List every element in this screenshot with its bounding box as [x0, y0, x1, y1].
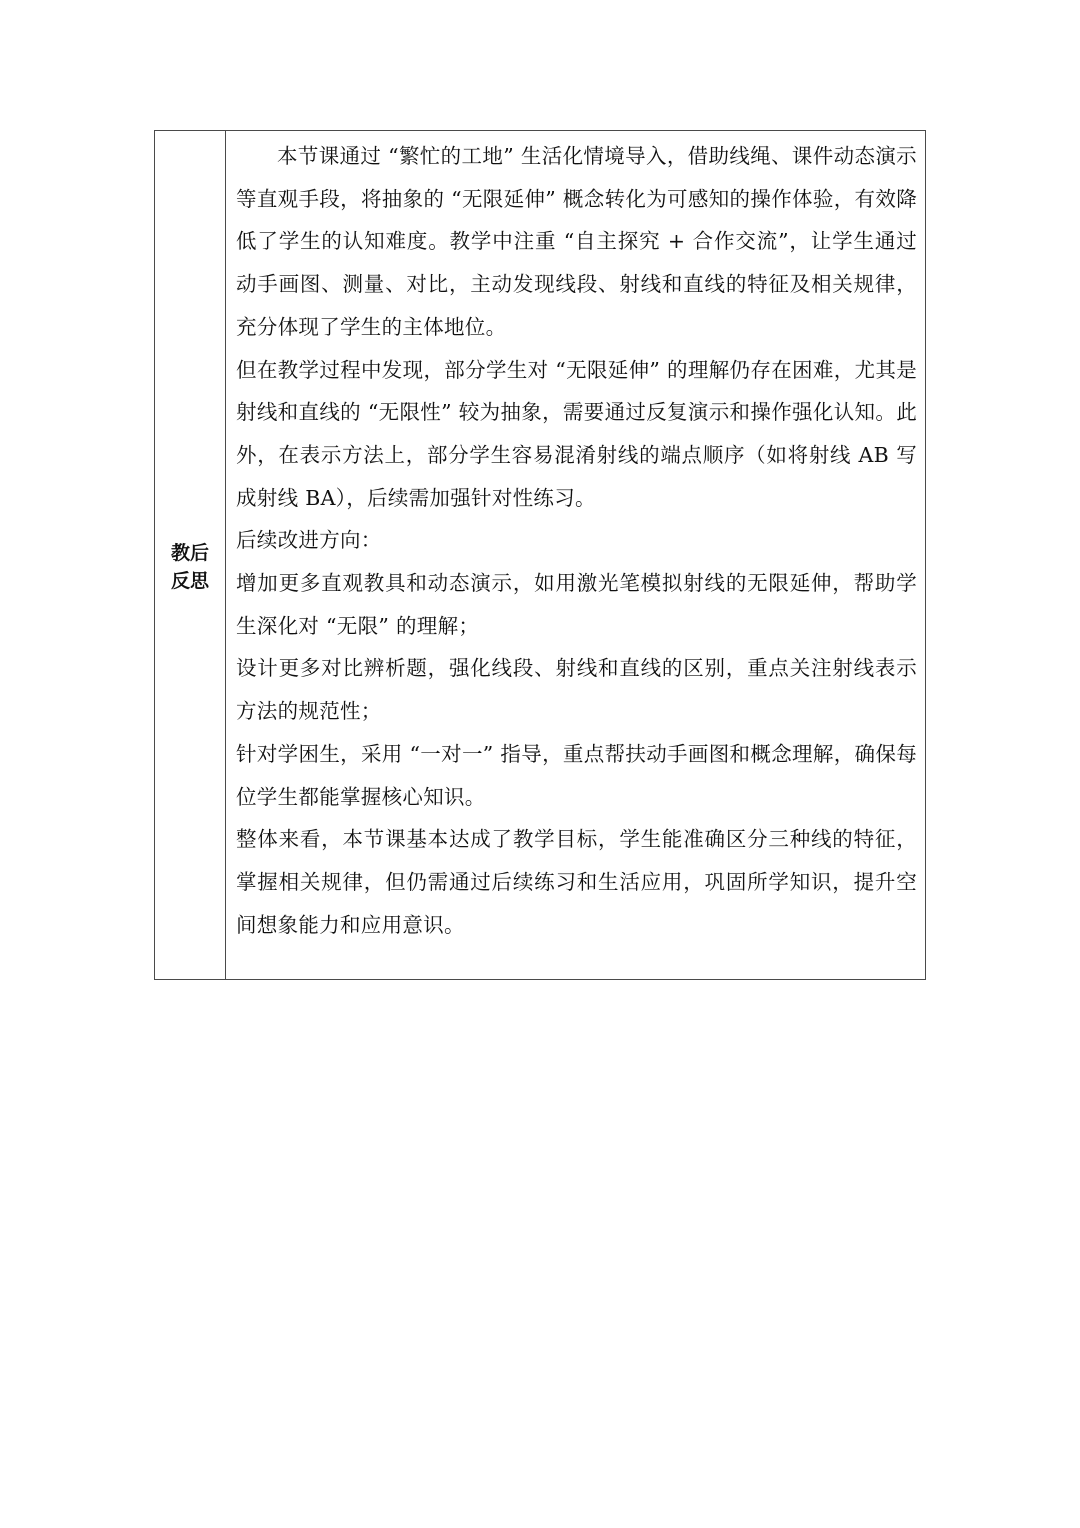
paragraph-improvement-heading: 后续改进方向：	[236, 528, 382, 553]
paragraph-improvement-3: 针对学困生，采用 “一对一” 指导，重点帮扶动手画图和概念理解，确保每位学生都能掌握核心知识。	[236, 741, 917, 809]
paragraph-improvement-1: 增加更多直观教具和动态演示，如用激光笔模拟射线的无限延伸，帮助学生深化对 “无限” 的理解；	[236, 571, 917, 638]
paragraph-summary: 整体来看，本节课基本达成了教学目标，学生能准确区分三种线的特征，掌握相关规律，但仍需通过后续练习和生活应用，巩固所学知识，提升空间想象能力和应用意识。	[236, 827, 917, 937]
paragraph-improvement-2: 设计更多对比辨析题，强化线段、射线和直线的区别，重点关注射线表示方法的规范性；	[236, 656, 917, 724]
section-label: 教后反思	[170, 542, 209, 592]
paragraph-intro: 本节课通过 “繁忙的工地” 生活化情境导入，借助线绳、课件动态演示等直观手段，将抽象的 “无限延伸” 概念转化为可感知的操作体验，有效降低了学生的认知难度。教学中注重 “自主探究 + 合作交流”，让学生通过动手画图、测量、对比，主动发现线段、射线和直线的特征及相关规律，充分体现了学生的主体地位。	[236, 144, 917, 339]
reflection-table	[154, 130, 926, 980]
content-cell	[226, 131, 925, 979]
label-cell	[155, 131, 226, 979]
paragraph-problems: 但在教学过程中发现，部分学生对 “无限延伸” 的理解仍存在困难，尤其是射线和直线的 “无限性” 较为抽象，需要通过反复演示和操作强化认知。此外，在表示方法上，部分学生容易混淆射线的端点顺序（如将射线 AB 写成射线 BA），后续需加强针对性练习。	[236, 357, 917, 510]
